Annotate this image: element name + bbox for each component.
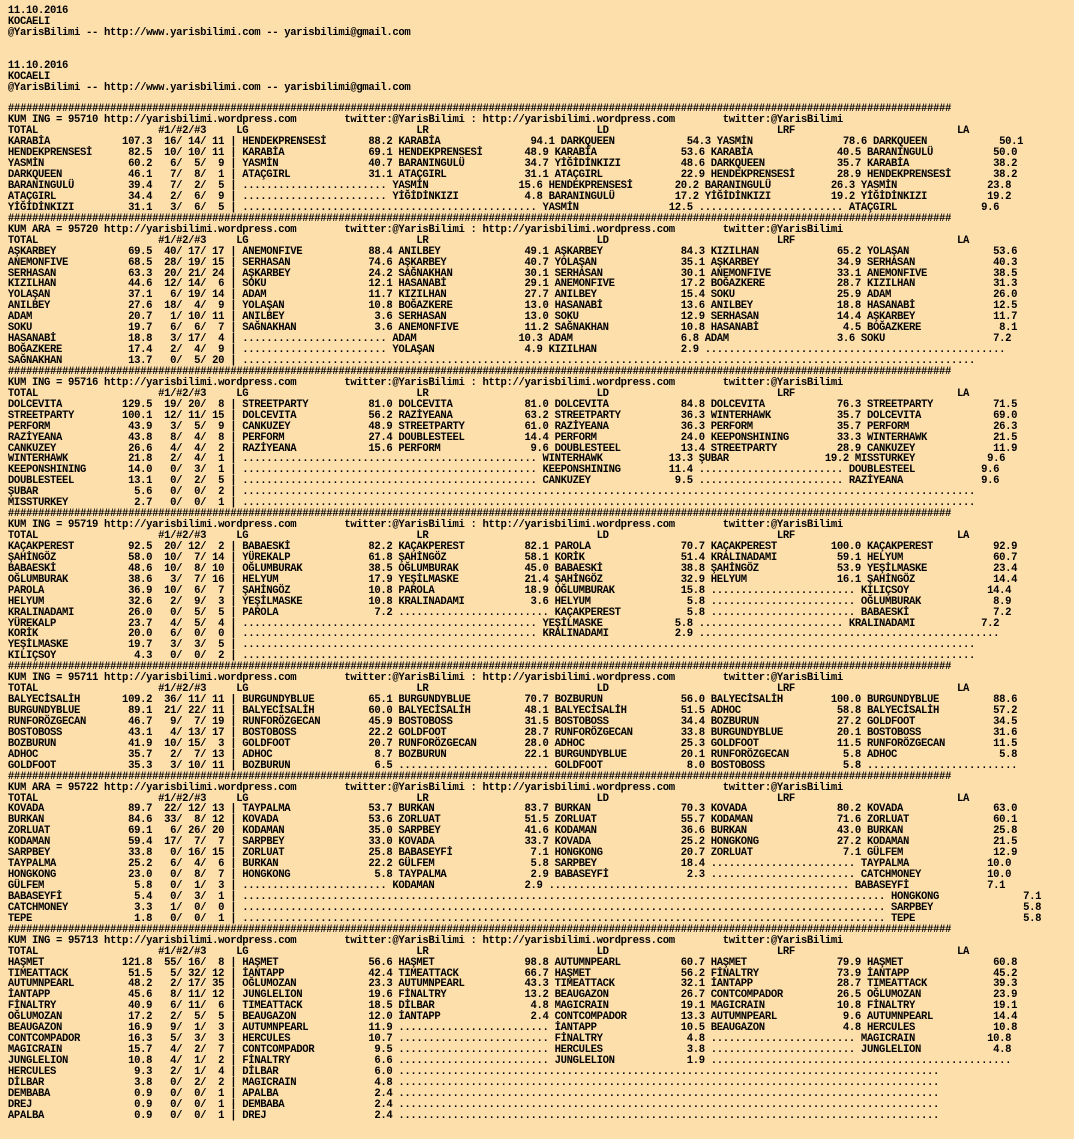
text-line: SERHASAN 63.3 20/ 21/ 24 | AŞKARBEY 24.2 SAĞNAKHAN 30.1 SERHASAN 30.1 ANEMONFIVE 33.1 ANEMONFIVE 38.5 bbox=[7, 267, 1018, 280]
text-line: AŞKARBEY 69.5 40/ 17/ 17 | ANEMONFIVE 88.4 ANILBEY 49.1 AŞKARBEY 84.3 KIZILHAN 65.2 YOLAŞAN 53.6 bbox=[7, 245, 1018, 258]
text-line: STREETPARTY 100.1 12/ 11/ 15 | DOLCEVITA 56.2 RAZİYEANA 63.2 STREETPARTY 36.3 WINTERHAWK 35.7 DOLCEVITA 69.0 bbox=[7, 409, 1018, 422]
text-line: BABAESKİ 48.6 10/ 8/ 10 | OĞLUMBURAK 38.5 OĞLUMBURAK 45.0 BABAESKİ 38.8 ŞAHİNGÖZ 53.9 YEŞİLMASKE 23.4 bbox=[7, 562, 1018, 575]
text-line: BOZBURUN 41.9 10/ 15/ 3 | GOLDFOOT 20.7 RUNFORÖZGECAN 28.0 ADHOC 25.3 GOLDFOOT 11.5 RUNFORÖZGECAN 11.5 bbox=[7, 737, 1018, 750]
text-line: DOLCEVITA 129.5 19/ 20/ 8 | STREETPARTY 81.0 DOLCEVITA 81.0 DOLCEVITA 84.8 DOLCEVITA 76.3 STREETPARTY 71.5 bbox=[7, 398, 1018, 411]
text-line: CATCHMONEY 3.3 1/ 0/ 0 | ........................................................................................................... SARPBEY 5.8 bbox=[7, 901, 1042, 914]
text-line: ZORLUAT 69.1 6/ 26/ 20 | KODAMAN 35.0 SARPBEY 41.6 KODAMAN 36.6 BURKAN 43.0 BURKAN 25.8 bbox=[7, 825, 1018, 838]
column-header-line: TOTAL #1/#2/#3 LG LR LD LRF LA bbox=[7, 125, 970, 138]
text-line: KARABİA 107.3 16/ 14/ 11 | HENDEKPRENSESİ 88.2 KARABİA 94.1 DARKQUEEN 54.3 YASMİN 78.6 DARKQUEEN 50.1 bbox=[7, 136, 1024, 149]
text-line: BARANINGULÜ 39.4 7/ 2/ 5 | ........................ YASMİN 15.6 HENDEKPRENSESİ 20.2 BARANINGULÜ 26.3 YASMİN 23.8 bbox=[7, 180, 1012, 192]
text-line: HELYUM 32.6 2/ 9/ 3 | YEŞİLMASKE 10.8 KRALINADAMI 3.6 HELYUM 5.8 ........................ OĞLUMBURAK 8.9 bbox=[7, 595, 1012, 608]
text-line: SARPBEY 33.8 0/ 16/ 15 | ZORLUAT 25.8 BABASEYFİ 7.1 HONGKONG 20.7 ZORLUAT 7.1 GÜLFEM 12.9 bbox=[7, 847, 1018, 860]
separator-line: ############################################################################################################################################################# bbox=[7, 365, 952, 378]
text-line: BEAUGAZON 16.9 9/ 1/ 3 | AUTUMNPEARL 11.9 ......................... İANTAPP 10.5 BEAUGAZON 4.8 HERCULES 10.8 bbox=[7, 1022, 1018, 1035]
text-line: ŞAHİNGÖZ 58.0 10/ 7/ 14 | YÜREKALP 61.8 ŞAHİNGÖZ 58.1 KORİK 51.4 KRALINADAMI 59.1 HELYUM 60.7 bbox=[7, 551, 1018, 564]
text-line: KILIÇSOY 4.3 0/ 0/ 2 | .......................................................................................................................... bbox=[7, 650, 976, 663]
text-line: KOCAELI bbox=[7, 70, 50, 83]
text-line: YOLAŞAN 37.1 6/ 19/ 14 | ADAM 11.7 KIZILHAN 27.7 ANILBEY 15.4 SOKU 25.9 ADAM 26.0 bbox=[7, 289, 1018, 302]
text-line: BOSTOBOSS 43.1 4/ 13/ 17 | BOSTOBOSS 22.2 GOLDFOOT 28.7 RUNFORÖZGECAN 33.8 BURGUNDYBLUE 20.1 BOSTOBOSS 31.6 bbox=[7, 726, 1018, 739]
text-line: KORİK 20.0 6/ 0/ 0 | ................................................. KRALINADAMI 2.9 .................................................. bbox=[7, 628, 1000, 641]
text-line: DREJ 0.9 0/ 0/ 1 | DEMBABA 2.4 .......................................................................................... bbox=[7, 1098, 940, 1111]
text-line: ANILBEY 27.6 18/ 4/ 9 | YOLAŞAN 10.8 BOĞAZKERE 13.0 HASANABİ 13.6 ANILBEY 18.8 HASANABİ 12.5 bbox=[7, 300, 1018, 313]
text-line: BABASEYFİ 5.4 0/ 3/ 1 | ........................................................................................................... HONGKONG 7.1 bbox=[7, 890, 1042, 903]
text-line: RUNFORÖZGECAN 46.7 9/ 7/ 19 | RUNFORÖZGECAN 45.9 BOSTOBOSS 31.5 BOSTOBOSS 34.4 BOZBURUN 27.2 GOLDFOOT 34.5 bbox=[7, 715, 1018, 728]
separator-line: ############################################################################################################################################################# bbox=[7, 923, 952, 936]
column-header-line: TOTAL #1/#2/#3 LG LR LD LRF LA bbox=[7, 945, 970, 958]
column-header-line: TOTAL #1/#2/#3 LG LR LD LRF LA bbox=[7, 387, 970, 400]
text-line: DİLBAR 3.8 0/ 2/ 2 | MAGICRAIN 4.8 .......................................................................................... bbox=[7, 1076, 940, 1089]
blank-line bbox=[8, 39, 1064, 50]
separator-line: ############################################################################################################################################################# bbox=[7, 661, 952, 674]
text-line: HENDEKPRENSESİ 82.5 10/ 10/ 11 | KARABİA 69.1 HENDEKPRENSESİ 48.9 KARABİA 53.6 KARABİA 40.5 BARANINGULÜ 50.0 bbox=[7, 147, 1018, 160]
text-line: JUNGLELION 10.8 4/ 1/ 2 | FİNALTRY 6.6 ......................... JUNGLELION 1.9 .................................................. bbox=[7, 1055, 1012, 1067]
text-line: PAROLA 36.9 10/ 6/ 7 | ŞAHİNGÖZ 10.8 PAROLA 18.9 OĞLUMBURAK 15.8 ........................ KILIÇSOY 14.4 bbox=[7, 584, 1012, 597]
text-line: WINTERHAWK 21.8 2/ 4/ 1 | ................................................. WINTERHAWK 13.3 ŞUBAR 19.2 MISSTURKEY 9.6 bbox=[7, 453, 1006, 466]
text-line: MAGICRAIN 15.7 4/ 2/ 7 | CONTCOMPADOR 9.5 ......................... HERCULES 3.8 ........................ JUNGLELION 4.8 bbox=[7, 1044, 1012, 1057]
race-header-line: KUM ING = 95716 http://yarisbilimi.wordpress.com twitter:@YarisBilimi : http://yarisbilimi.wordpress.com twitter:@YarisBilimi bbox=[7, 376, 843, 389]
text-line: OĞLUMOZAN 17.2 2/ 5/ 5 | BEAUGAZON 12.0 İANTAPP 2.4 CONTCOMPADOR 13.3 AUTUMNPEARL 9.6 AUTUMNPEARL 14.4 bbox=[7, 1011, 1018, 1024]
text-line: SOKU 19.7 6/ 6/ 7 | SAĞNAKHAN 3.6 ANEMONFIVE 11.2 SAĞNAKHAN 10.8 HASANABİ 4.5 BOĞAZKERE 8.1 bbox=[7, 322, 1018, 335]
text-line: SAĞNAKHAN 13.7 0/ 5/ 20 | .......................................................................................................................... bbox=[7, 355, 976, 367]
column-header-line: TOTAL #1/#2/#3 LG LR LD LRF LA bbox=[7, 792, 970, 805]
separator-line: ############################################################################################################################################################# bbox=[7, 508, 952, 521]
text-line: KODAMAN 59.4 17/ 7/ 7 | SARPBEY 33.0 KOVADA 33.7 KOVADA 25.2 HONGKONG 27.2 KODAMAN 21.5 bbox=[7, 836, 1018, 849]
text-line: @YarisBilimi -- http://www.yarisbilimi.com -- yarisbilimi@gmail.com bbox=[7, 81, 411, 94]
text-line: RAZİYEANA 43.8 8/ 4/ 8 | PERFORM 27.4 DOUBLESTEEL 14.4 PERFORM 24.0 KEEPONSHINING 33.3 WINTERHAWK 21.5 bbox=[7, 431, 1018, 444]
race-header-line: KUM ING = 95719 http://yarisbilimi.wordpress.com twitter:@YarisBilimi : http://yarisbilimi.wordpress.com twitter:@YarisBilimi bbox=[7, 519, 843, 532]
blank-line bbox=[8, 50, 1064, 61]
text-line: ADAM 20.7 1/ 10/ 11 | ANILBEY 3.6 SERHASAN 13.0 SOKU 12.9 SERHASAN 14.4 AŞKARBEY 11.7 bbox=[7, 311, 1018, 324]
separator-line: ############################################################################################################################################################# bbox=[7, 103, 952, 116]
column-header-line: TOTAL #1/#2/#3 LG LR LD LRF LA bbox=[7, 234, 970, 247]
text-line: BOĞAZKERE 17.4 2/ 4/ 9 | ........................ YOLAŞAN 4.9 KIZILHAN 2.9 .................................................. bbox=[7, 344, 1006, 357]
text-line: GOLDFOOT 35.3 3/ 10/ 11 | BOZBURUN 6.5 ......................... GOLDFOOT 8.0 BOSTOBOSS 5.8 ......................... bbox=[7, 759, 1018, 772]
text-line: BURKAN 84.6 33/ 8/ 12 | KOVADA 53.6 ZORLUAT 51.5 ZORLUAT 55.7 KODAMAN 71.6 ZORLUAT 60.1 bbox=[7, 814, 1018, 827]
text-line: 11.10.2016 bbox=[7, 59, 69, 72]
text-line: DOUBLESTEEL 13.1 0/ 2/ 5 | ................................................. CANKUZEY 9.5 ........................ RAZİYEANA 9.6 bbox=[7, 475, 1000, 488]
text-line: ŞUBAR 5.6 0/ 0/ 2 | .......................................................................................................................... bbox=[7, 486, 976, 499]
text-line: İANTAPP 45.6 8/ 11/ 12 | JUNGLELION 19.6 FİNALTRY 13.2 BEAUGAZON 26.7 CONTCOMPADOR 26.5 OĞLUMOZAN 23.9 bbox=[7, 989, 1018, 1002]
race-header-line: KUM ARA = 95722 http://yarisbilimi.wordpress.com twitter:@YarisBilimi : http://yarisbilimi.wordpress.com twitter:@YarisBilimi bbox=[7, 781, 843, 794]
text-line: KEEPONSHINING 14.0 0/ 3/ 1 | ................................................. KEEPONSHINING 11.4 ........................ DOUBLESTEEL 9.6 bbox=[7, 464, 1000, 477]
text-line: BURGUNDYBLUE 89.1 21/ 22/ 11 | BALYECİSALİH 60.0 BALYECİSALİH 48.1 BALYECİSALİH 51.5 ADHOC 58.8 BALYECİSALİH 57.2 bbox=[7, 705, 1018, 717]
text-line: TEPE 1.8 0/ 0/ 1 | ........................................................................................................... TEPE 5.8 bbox=[7, 912, 1042, 925]
text-line: HERCULES 9.3 2/ 1/ 4 | DİLBAR 6.0 .......................................................................................... bbox=[7, 1065, 940, 1078]
text-line: KRALINADAMI 26.0 0/ 5/ 5 | PAROLA 7.2 ......................... KAÇAKPEREST 5.8 ........................ BABAESKİ 7.2 bbox=[7, 606, 1012, 619]
text-line: OĞLUMBURAK 38.6 3/ 7/ 16 | HELYUM 17.9 YEŞİLMASKE 21.4 ŞAHİNGÖZ 32.9 HELYUM 16.1 ŞAHİNGÖZ 14.4 bbox=[7, 573, 1018, 586]
text-line: CONTCOMPADOR 16.3 5/ 3/ 3 | HERCULES 10.7 ......................... FİNALTRY 4.8 ........................ MAGICRAIN 10.8 bbox=[7, 1033, 1012, 1046]
text-line: DEMBABA 0.9 0/ 0/ 1 | APALBA 2.4 .......................................................................................... bbox=[7, 1087, 940, 1100]
text-line: PERFORM 43.9 3/ 5/ 9 | CANKUZEY 48.9 STREETPARTY 61.0 RAZİYEANA 36.3 PERFORM 35.7 PERFORM 26.3 bbox=[7, 420, 1018, 433]
text-line: YİĞİDİNKIZI 31.1 3/ 6/ 5 | ................................................. YASMİN 12.5 ........................ ATAÇGIRL 9.6 bbox=[7, 201, 1000, 214]
text-line: HONGKONG 23.0 0/ 8/ 7 | HONGKONG 5.8 TAYPALMA 2.9 BABASEYFİ 2.3 ........................ CATCHMONEY 10.0 bbox=[7, 869, 1012, 882]
text-line: FİNALTRY 40.9 6/ 11/ 6 | TIMEATTACK 18.5 DİLBAR 4.8 MAGICRAIN 19.1 MAGICRAIN 10.8 FİNALTRY 19.1 bbox=[7, 1000, 1018, 1013]
race-header-line: KUM ING = 95713 http://yarisbilimi.wordpress.com twitter:@YarisBilimi : http://yarisbilimi.wordpress.com twitter:@YarisBilimi bbox=[7, 934, 843, 947]
text-line: ANEMONFIVE 68.5 28/ 19/ 15 | SERHASAN 74.6 AŞKARBEY 40.7 YOLAŞAN 35.1 AŞKARBEY 34.9 SERHASAN 40.3 bbox=[7, 256, 1018, 269]
column-header-line: TOTAL #1/#2/#3 LG LR LD LRF LA bbox=[7, 530, 970, 542]
race-header-line: KUM ARA = 95720 http://yarisbilimi.wordpress.com twitter:@YarisBilimi : http://yarisbilimi.wordpress.com twitter:@YarisBilimi bbox=[7, 223, 843, 236]
text-line: APALBA 0.9 0/ 0/ 1 | DREJ 2.4 .......................................................................................... bbox=[7, 1109, 940, 1122]
race-header-line: KUM ING = 95711 http://yarisbilimi.wordpress.com twitter:@YarisBilimi : http://yarisbilimi.wordpress.com twitter:@YarisBilimi bbox=[7, 672, 843, 685]
separator-line: ############################################################################################################################################################# bbox=[7, 212, 952, 225]
column-header-line: TOTAL #1/#2/#3 LG LR LD LRF LA bbox=[7, 683, 970, 696]
text-line: YÜREKALP 23.7 4/ 5/ 4 | ................................................. YEŞİLMASKE 5.8 ........................ KRALINADAMI 7.2 bbox=[7, 617, 1000, 630]
text-line: HASANABİ 18.8 3/ 17/ 4 | ........................ ADAM 10.3 ADAM 6.8 ADAM 3.6 SOKU 7.2 bbox=[7, 333, 1012, 346]
text-line: KOCAELI bbox=[7, 15, 50, 28]
text-line: ATAÇGIRL 34.4 2/ 6/ 9 | ........................ YİĞİDİNKIZI 4.8 BARANINGULÜ 17.2 YİĞİDİNKIZI 19.2 YİĞİDİNKIZI 19.2 bbox=[7, 190, 1012, 203]
text-line: MISSTURKEY 2.7 0/ 0/ 1 | .......................................................................................................................... bbox=[7, 497, 976, 510]
text-line: ADHOC 35.7 2/ 7/ 13 | ADHOC 8.7 BOZBURUN 22.1 BURGUNDYBLUE 20.1 RUNFORÖZGECAN 5.8 ADHOC 5.8 bbox=[7, 748, 1018, 761]
text-line: @YarisBilimi -- http://www.yarisbilimi.com -- yarisbilimi@gmail.com bbox=[7, 26, 411, 39]
separator-line: ############################################################################################################################################################# bbox=[7, 770, 952, 783]
text-line: 11.10.2016 bbox=[7, 5, 69, 17]
text-line: AUTUMNPEARL 48.2 2/ 17/ 35 | OĞLUMOZAN 23.3 AUTUMNPEARL 43.3 TIMEATTACK 32.1 İANTAPP 28.7 TIMEATTACK 39.3 bbox=[7, 978, 1018, 991]
text-line: BALYECİSALİH 109.2 36/ 11/ 11 | BURGUNDYBLUE 65.1 BURGUNDYBLUE 70.7 BOZBURUN 56.0 BALYECİSALİH 100.0 BURGUNDYBLUE 88.6 bbox=[7, 694, 1018, 707]
text-line: KIZILHAN 44.6 12/ 14/ 6 | SOKU 12.1 HASANABİ 29.1 ANEMONFIVE 17.2 BOĞAZKERE 28.7 KIZILHAN 31.3 bbox=[7, 278, 1018, 291]
text-line: KAÇAKPEREST 92.5 20/ 12/ 2 | BABAESKİ 82.2 KAÇAKPEREST 82.1 PAROLA 70.7 KAÇAKPEREST 100.0 KAÇAKPEREST 92.9 bbox=[7, 540, 1018, 553]
text-line: TIMEATTACK 51.5 5/ 32/ 12 | İANTAPP 42.4 TIMEATTACK 66.7 HAŞMET 56.2 FİNALTRY 73.9 İANTAPP 45.2 bbox=[7, 967, 1018, 980]
text-line: HAŞMET 121.8 55/ 16/ 8 | HAŞMET 56.6 HAŞMET 98.8 AUTUMNPEARL 60.7 HAŞMET 79.9 HAŞMET 60.8 bbox=[7, 956, 1018, 969]
text-line: GÜLFEM 5.8 0/ 1/ 3 | ........................ KODAMAN 2.9 .................................................. BABASEYFİ 7.1 bbox=[7, 880, 1006, 892]
text-line: YASMİN 60.2 6/ 5/ 9 | YASMİN 40.7 BARANINGULÜ 34.7 YİĞİDİNKIZI 48.6 DARKQUEEN 35.7 KARABİA 38.2 bbox=[7, 158, 1018, 171]
text-line: DARKQUEEN 46.1 7/ 8/ 1 | ATAÇGIRL 31.1 ATAÇGIRL 31.1 ATAÇGIRL 22.9 HENDEKPRENSESİ 28.9 HENDEKPRENSESİ 38.2 bbox=[7, 169, 1018, 182]
text-line: CANKUZEY 26.6 4/ 4/ 2 | RAZİYEANA 15.6 PERFORM 9.6 DOUBLESTEEL 13.4 STREETPARTY 28.9 CANKUZEY 11.9 bbox=[7, 442, 1018, 455]
text-line: TAYPALMA 25.2 6/ 4/ 6 | BURKAN 22.2 GÜLFEM 5.8 SARPBEY 18.4 ........................ TAYPALMA 10.0 bbox=[7, 858, 1012, 871]
text-line: KOVADA 89.7 22/ 12/ 13 | TAYPALMA 53.7 BURKAN 83.7 BURKAN 70.3 KOVADA 80.2 KOVADA 63.0 bbox=[7, 803, 1018, 816]
race-header-line: KUM ING = 95710 http://yarisbilimi.wordpress.com twitter:@YarisBilimi : http://yarisbilimi.wordpress.com twitter:@YarisBilimi bbox=[7, 114, 843, 127]
text-line: YEŞİLMASKE 19.7 3/ 3/ 5 | .......................................................................................................................... bbox=[7, 639, 976, 652]
